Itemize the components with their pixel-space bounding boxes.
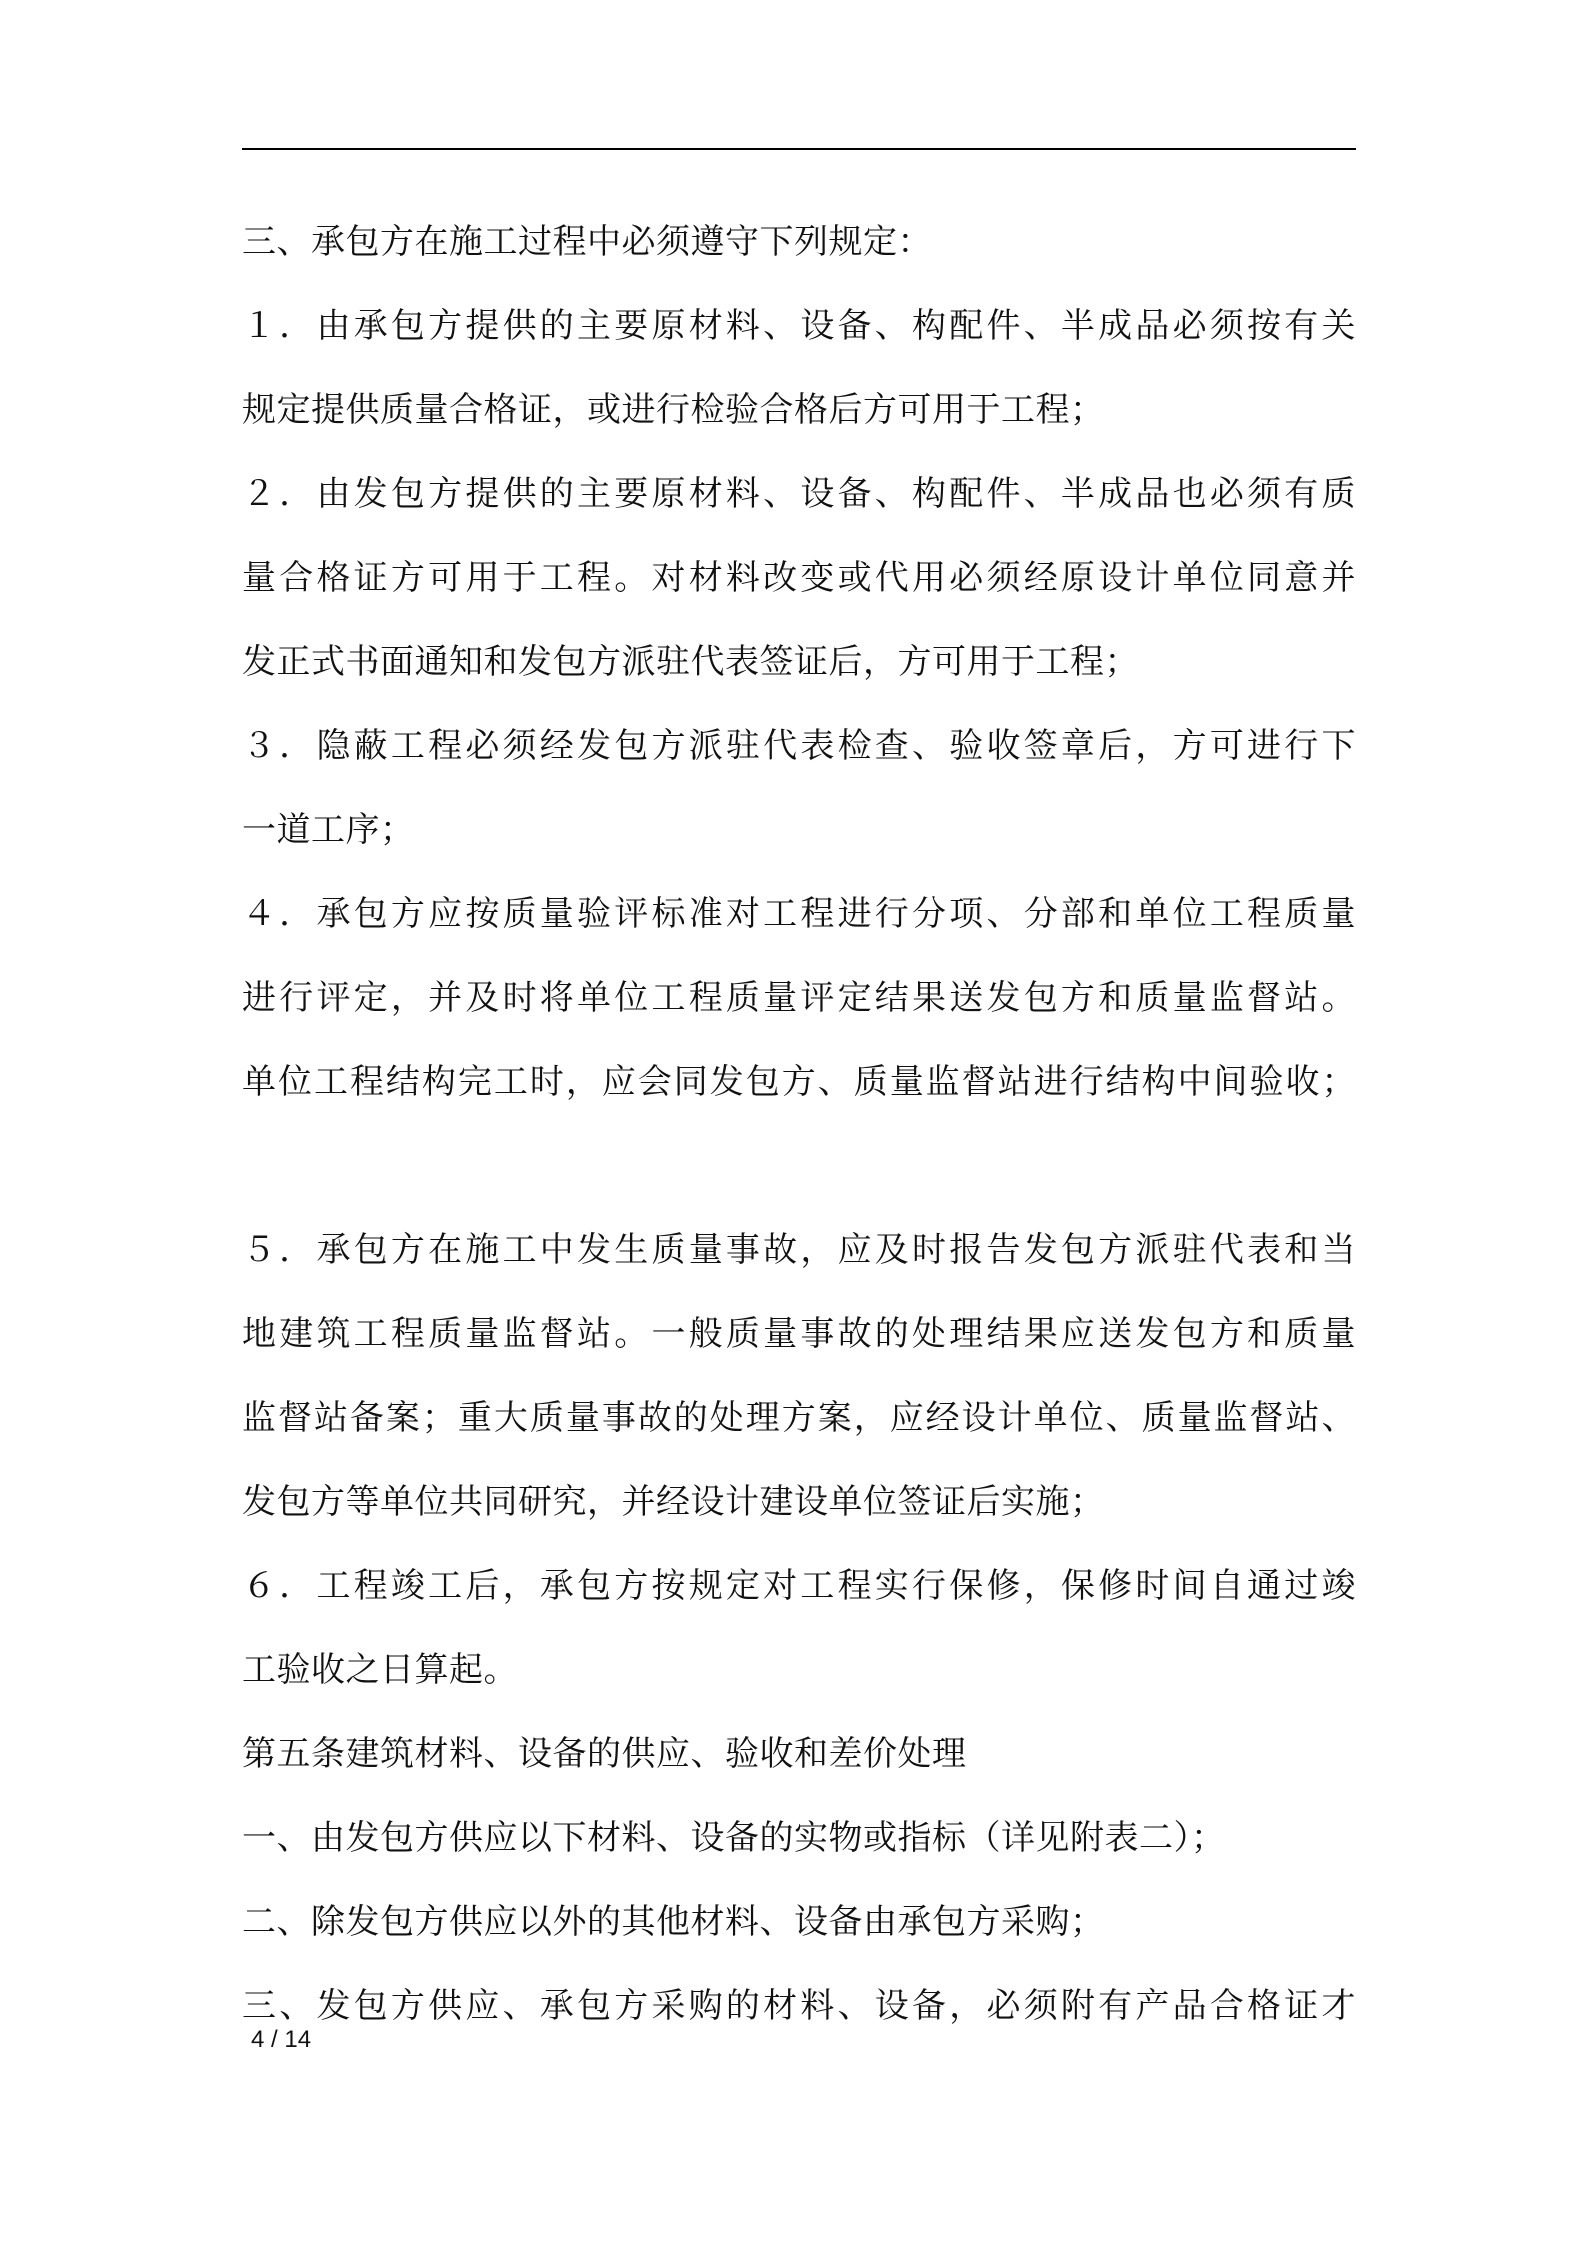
text-line: ５．承包方在施工中发生质量事故，应及时报告发包方派驻代表和当 xyxy=(242,1230,1356,1270)
text-line: 量合格证方可用于工程。对材料改变或代用必须经原设计单位同意并 xyxy=(242,558,1356,598)
text-line: 规定提供质量合格证，或进行检验合格后方可用于工程； xyxy=(242,390,1105,430)
text-line: 三、发包方供应、承包方采购的材料、设备，必须附有产品合格证才 xyxy=(242,1986,1356,2026)
text-line: 单位工程结构完工时，应会同发包方、质量监督站进行结构中间验收； xyxy=(242,1062,1356,1102)
page-number: 4 / 14 xyxy=(251,2026,312,2053)
text-line: 地建筑工程质量监督站。一般质量事故的处理结果应送发包方和质量 xyxy=(242,1314,1356,1354)
text-line: 监督站备案；重大质量事故的处理方案，应经设计单位、质量监督站、 xyxy=(242,1398,1356,1438)
text-line: ３．隐蔽工程必须经发包方派驻代表检查、验收签章后，方可进行下 xyxy=(242,726,1356,766)
text-line: 三、承包方在施工过程中必须遵守下列规定： xyxy=(242,222,932,262)
text-line: 进行评定，并及时将单位工程质量评定结果送发包方和质量监督站。 xyxy=(242,978,1356,1018)
section-heading: 第五条建筑材料、设备的供应、验收和差价处理 xyxy=(242,1734,967,1774)
text-line: ２．由发包方提供的主要原材料、设备、构配件、半成品也必须有质 xyxy=(242,474,1356,514)
paragraph-gap xyxy=(242,1124,1356,1208)
document-body xyxy=(242,200,1356,2048)
text-line: 发包方等单位共同研究，并经设计建设单位签证后实施； xyxy=(242,1482,1105,1522)
text-line: ４．承包方应按质量验评标准对工程进行分项、分部和单位工程质量 xyxy=(242,894,1356,934)
text-line: 发正式书面通知和发包方派驻代表签证后，方可用于工程； xyxy=(242,642,1139,682)
header-rule xyxy=(242,148,1356,150)
text-line: 一、由发包方供应以下材料、设备的实物或指标（详见附表二）； xyxy=(242,1818,1226,1858)
text-line: ６．工程竣工后，承包方按规定对工程实行保修，保修时间自通过竣 xyxy=(242,1566,1356,1606)
text-line: 工验收之日算起。 xyxy=(242,1650,518,1690)
text-line: 一道工序； xyxy=(242,810,415,850)
text-line: １．由承包方提供的主要原材料、设备、构配件、半成品必须按有关 xyxy=(242,306,1356,346)
text-line: 二、除发包方供应以外的其他材料、设备由承包方采购； xyxy=(242,1902,1105,1942)
